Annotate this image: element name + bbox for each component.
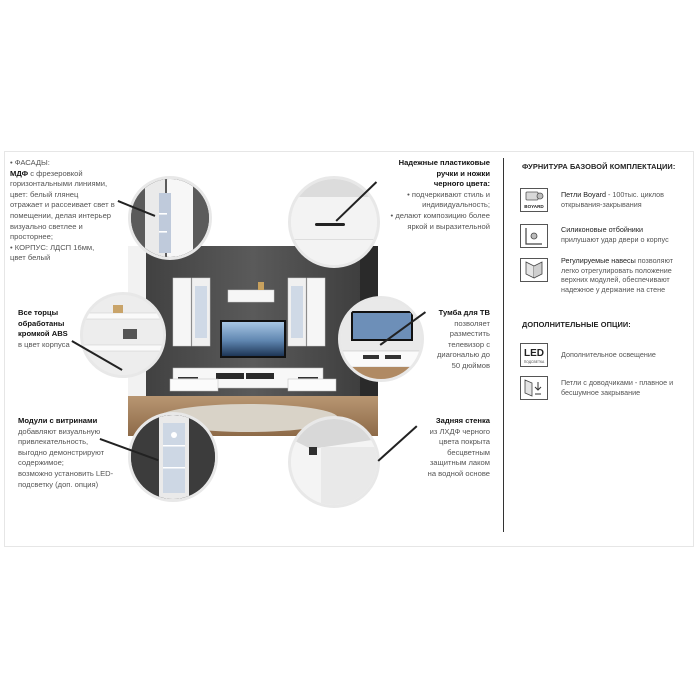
soft-close-hinge-icon	[520, 376, 548, 400]
hinge-icon	[520, 188, 548, 212]
handles-text: Надежные пластиковые ручки и ножки черного цвета: • подчеркивают стиль и индивидуальность; • делают композицию более яркой и выразительной	[390, 158, 490, 231]
led-icon-sublabel: ПОДСВЕТКА	[523, 360, 545, 364]
base-hardware-title: ФУРНИТУРА БАЗОВОЙ КОМПЛЕКТАЦИИ:	[522, 162, 676, 171]
facades-text: • ФАСАДЫ: МДФ с фрезеровкой горизонтальными линиями, цвет: белый глянец отражает и рассеивает свет в помещении, делая интерьер визуально светлее и просторнее; • КОРПУС: ЛДСП 16мм, цвет белый	[10, 158, 115, 263]
led-option-text: Дополнительное освещение	[561, 350, 656, 359]
panel-divider	[503, 158, 504, 532]
edges-text: Все торцы обработаны кромкой ABS в цвет корпуса	[18, 308, 70, 349]
boyard-logo-text: BOYARD	[524, 204, 544, 209]
soft-close-option-text: Петли с доводчиками - плавное и бесшумное закрывание	[561, 378, 674, 397]
facades-detail-photo	[128, 176, 212, 260]
bumpers-feature-text: Силиконовые отбойники прилушают удар двери о корпус	[561, 225, 669, 244]
hangers-feature-text: Регулируемые навесы позволяют легко отрегулировать положение верхних модулей, обеспечивают надежное у держание на стене	[561, 256, 674, 294]
hinges-feature-text: Петли Boyard - 100тыс. циклов открывания-закрывания	[561, 190, 664, 209]
extra-options-title: ДОПОЛНИТЕЛЬНЫЕ ОПЦИИ:	[522, 320, 631, 329]
led-icon-label: LED	[524, 348, 544, 359]
showcase-modules-photo	[128, 412, 218, 502]
modules-text: Модули с витринами добавляют визуальную привлекательность, выгодно демонстрируют содержимое; возможно установить LED- подсветку (доп. опция)	[18, 416, 114, 489]
tv-stand-detail-photo	[338, 296, 424, 382]
led-icon	[520, 343, 548, 367]
adjustable-hanger-icon	[520, 258, 548, 282]
back-wall-text: Задняя стенка из ЛХДФ черного цвета покрыта бесцветным защитным лаком на водной основе	[427, 416, 490, 478]
edges-detail-photo	[80, 292, 166, 378]
back-wall-detail-photo	[288, 416, 380, 508]
bumper-icon	[520, 224, 548, 248]
tv-stand-text: Тумба для ТВ позволяет разместить телевизор с диагональю до 50 дюймов	[437, 308, 490, 370]
